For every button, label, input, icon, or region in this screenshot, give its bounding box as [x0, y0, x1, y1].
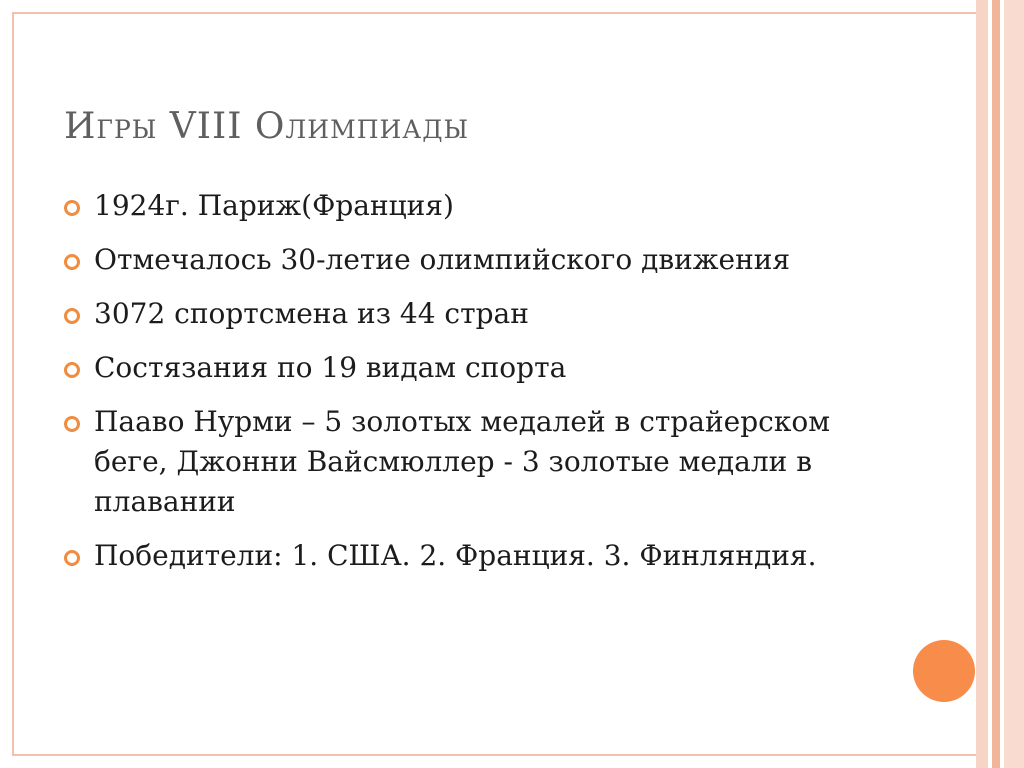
bullet-text: 1924г. Париж(Франция): [94, 189, 454, 222]
bullet-ring-icon: [64, 362, 80, 378]
bullet-item: [64, 348, 884, 388]
bullet-item: [64, 186, 884, 226]
bullet-text: 3072 спортсмена из 44 стран: [94, 297, 529, 330]
bullet-text: Состязания по 19 видам спорта: [94, 351, 567, 384]
bullet-item: [64, 402, 884, 522]
bullet-list: [64, 186, 884, 590]
bullet-ring-icon: [64, 416, 80, 432]
decor-circle: [913, 640, 975, 702]
bullet-ring-icon: [64, 200, 80, 216]
bullet-item: [64, 294, 884, 334]
decor-stripe: [1004, 0, 1024, 768]
bullet-ring-icon: [64, 308, 80, 324]
bullet-item: [64, 536, 884, 576]
bullet-ring-icon: [64, 550, 80, 566]
bullet-text: Победители: 1. США. 2. Франция. 3. Финляндия.: [94, 539, 817, 572]
decor-stripe: [992, 0, 1000, 768]
bullet-text: Отмечалось 30-летие олимпийского движения: [94, 243, 791, 276]
bullet-item: [64, 240, 884, 280]
bullet-ring-icon: [64, 254, 80, 270]
decor-stripe: [976, 0, 988, 768]
bullet-text: Пааво Нурми – 5 золотых медалей в страйерском беге, Джонни Вайсмюллер - 3 золотые медали в плавании: [94, 405, 830, 518]
slide-title: Игры VIII Олимпиады: [64, 106, 470, 147]
